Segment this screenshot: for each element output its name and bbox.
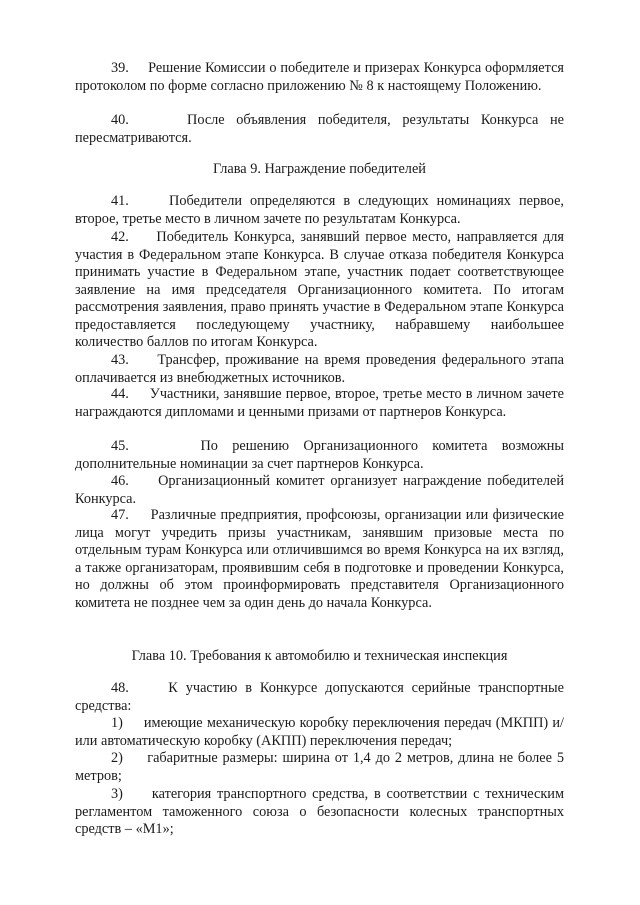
paragraph-48: 48. К участию в Конкурсе допускаются серийные транспортные средства: <box>75 680 564 714</box>
paragraph-45: 45. По решению Организационного комитета возможны дополнительные номинации за счет партнеров Конкурса. <box>75 438 564 472</box>
paragraph-44: 44. Участники, занявшие первое, второе, третье место в личном зачете награждаются дипломами и ценными призами от партнеров Конкурса. <box>75 386 564 420</box>
chapter-9-heading: Глава 9. Награждение победителей <box>213 161 426 177</box>
paragraph-40: 40. После объявления победителя, результаты Конкурса не пересматриваются. <box>75 112 564 146</box>
paragraph-41: 41. Победители определяются в следующих номинациях первое, второе, третье место в личном зачете по результатам Конкурса. <box>75 193 564 227</box>
list-item-3: 3) категория транспортного средства, в соответствии с техническим регламентом таможенного союза о безопасности колесных транспортных средств – «М1»; <box>75 786 564 837</box>
paragraph-39: 39. Решение Комиссии о победителе и призерах Конкурса оформляется протоколом по форме согласно приложению № 8 к настоящему Положению. <box>75 60 564 94</box>
list-item-1: 1) имеющие механическую коробку переключения передач (МКПП) и/или автоматическую коробку (АКПП) переключения передач; <box>75 715 564 749</box>
paragraph-42: 42. Победитель Конкурса, занявший первое место, направляется для участия в Федеральном этапе Конкурса. В случае отказа победителя Конкурса принимать участие в Федеральном этапе, участник подает соответствующее заявление на имя председателя Организационного комитета. По итогам рассмотрения заявления, право принять участие в Федеральном этапе Конкурса предоставляется последующему участнику, набравшему наибольшее количество баллов по итогам Конкурса. <box>75 229 564 350</box>
paragraph-47: 47. Различные предприятия, профсоюзы, организации или физические лица могут учредить призы участникам, занявшим призовые места по отдельным турам Конкурса или отличившимся во время Конкурса на их взгляд, а также организаторам, проявившим себя в подготовке и проведении Конкурса, но должны об этом проинформировать представителя Организационного комитета не позднее чем за один день до начала Конкурса. <box>75 507 564 611</box>
paragraph-46: 46. Организационный комитет организует награждение победителей Конкурса. <box>75 473 564 507</box>
paragraph-43: 43. Трансфер, проживание на время проведения федерального этапа оплачивается из внебюджетных источников. <box>75 352 564 386</box>
chapter-10-heading: Глава 10. Требования к автомобилю и техническая инспекция <box>131 648 508 664</box>
list-item-2: 2) габаритные размеры: ширина от 1,4 до 2 метров, длина не более 5 метров; <box>75 750 564 784</box>
